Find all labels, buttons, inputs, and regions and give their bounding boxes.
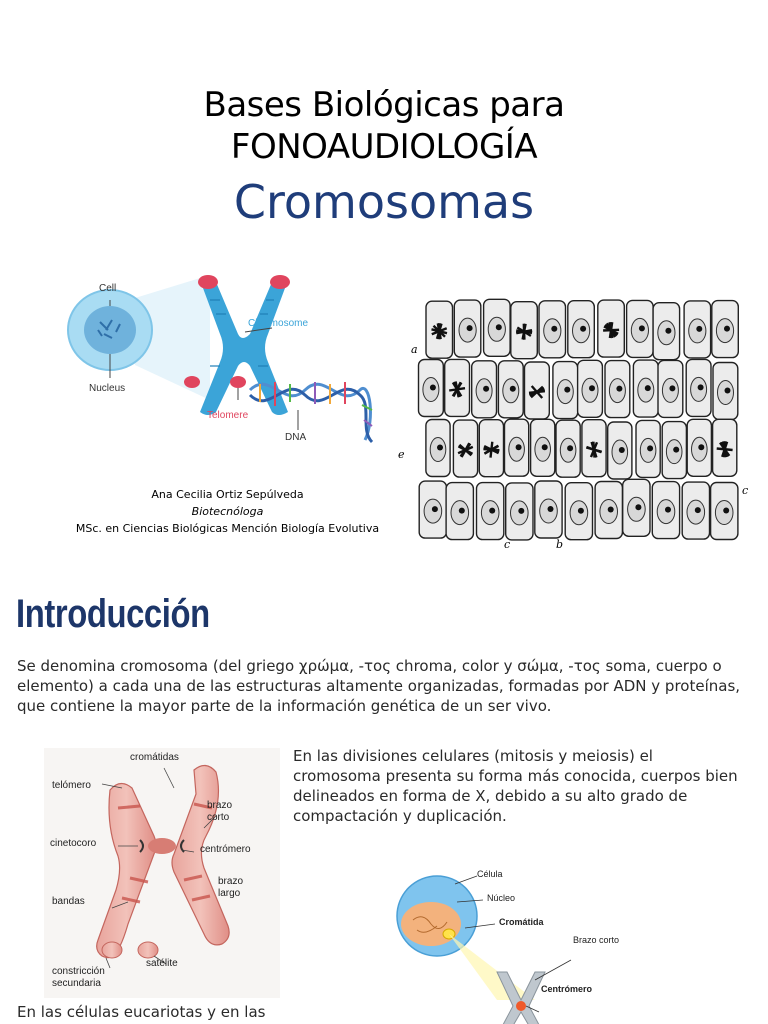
tissue-nucleolus (647, 445, 653, 451)
tissue-nucleolus (518, 508, 524, 514)
label-cromatida: Cromátida (499, 917, 544, 927)
tissue-nucleolus (725, 388, 731, 394)
micrograph-label-c-right: c (742, 484, 749, 497)
tissue-nucleolus (619, 447, 625, 453)
label-constriccion-1: constricción (52, 966, 105, 977)
telomere-label: Telomere (207, 410, 249, 421)
tissue-nucleolus (669, 385, 675, 391)
tissue-nucleolus (698, 384, 704, 390)
label-brazo-corto: Brazo corto (573, 935, 620, 945)
cell-label: Cell (99, 283, 117, 294)
tissue-nucleolus (665, 328, 671, 334)
micrograph-label-e: e (398, 448, 405, 461)
tissue-nucleolus (723, 508, 729, 514)
tissue-nucleolus (698, 444, 704, 450)
tissue-nucleolus (696, 326, 702, 332)
label-bandas: bandas (52, 896, 85, 907)
dna-label: DNA (285, 432, 307, 443)
tissue-nucleolus (516, 444, 522, 450)
label-cinetocoro: cinetocoro (50, 838, 97, 849)
tissue-nucleolus (567, 445, 573, 451)
cell-chromatid-figure (385, 868, 635, 1024)
chromosome-label: Chromosome (248, 318, 309, 329)
tissue-nucleolus (639, 325, 645, 331)
label-brazo-largo-2: largo (218, 888, 241, 899)
tissue-nucleolus (645, 385, 651, 391)
tissue-nucleolus (551, 326, 557, 332)
label-centromero-cell: Centrómero (541, 984, 593, 994)
tissue-nucleolus (580, 326, 586, 332)
tissue-nucleolus (695, 507, 701, 513)
tissue-nucleolus (589, 385, 595, 391)
tissue-nucleolus (542, 444, 548, 450)
label-constriccion-2: secundaria (52, 978, 101, 989)
tissue-nucleolus (673, 447, 679, 453)
author-degree: MSc. en Ciencias Biológicas Mención Biología Evolutiva (75, 522, 380, 535)
title-line-2: FONOAUDIOLOGÍA (230, 127, 538, 167)
label-brazo-largo-1: brazo (218, 876, 244, 887)
intro-heading: Introducción (16, 592, 210, 636)
tissue-nucleolus (432, 506, 438, 512)
author-credits (50, 486, 405, 537)
tissue-nucleolus (724, 326, 730, 332)
intro-paragraph-1: Se denomina cromosoma (del griego χρώμα, -τος chroma, color y σώμα, -τος soma, cuerpo o elemento) a cada una de las estructuras altamente organizadas, formadas por ADN y proteínas, que contiene la mayor parte de la información genética de un ser vivo. (17, 657, 741, 715)
tissue-nucleolus (665, 507, 671, 513)
title-line-1: Bases Biológicas para (203, 85, 565, 125)
tissue-nucleolus (489, 508, 495, 514)
tissue-nucleolus (459, 508, 465, 514)
label-telomero: telómero (52, 780, 91, 791)
cell-chromosome-dna-diagram (60, 270, 390, 455)
label-celula: Célula (477, 869, 503, 879)
tissue-nucleolus (483, 386, 489, 392)
author-name: Ana Cecilia Ortiz Sepúlveda (151, 488, 304, 501)
nucleus-label: Nucleus (89, 383, 126, 394)
subtitle: Cromosomas (233, 175, 535, 229)
author-role: Biotecnóloga (191, 505, 264, 518)
nucleus-icon (84, 306, 136, 354)
tissue-nucleolus (510, 386, 516, 392)
cell-tissue-illustration (400, 293, 762, 555)
label-satelite: satélite (146, 958, 178, 969)
tissue-nucleolus (616, 386, 622, 392)
micrograph-label-b: b (556, 538, 564, 551)
tissue-nucleolus (437, 445, 443, 451)
label-brazo-corto-2: corto (207, 812, 230, 823)
intro-paragraph-2: En las divisiones celulares (mitosis y meiosis) el cromosoma presenta su forma más conocida, cuerpos bien delineados en forma de X, debido a su alto grado de compactación y duplicación. (293, 747, 738, 825)
tissue-nucleolus (578, 508, 584, 514)
label-centromero: centrómero (200, 844, 251, 855)
label-nucleo: Núcleo (487, 893, 516, 903)
micrograph-label-c-bottom: c (504, 538, 511, 551)
tissue-nucleolus (467, 325, 473, 331)
tissue-nucleolus (635, 504, 641, 510)
intro-slide (0, 570, 768, 1024)
tissue-nucleolus (548, 506, 554, 512)
intro-paragraph-3: En las células eucariotas y en las (17, 1003, 266, 1021)
tissue-nucleolus (496, 324, 502, 330)
micrograph-label-a: a (411, 343, 418, 356)
tissue-nucleolus (564, 387, 570, 393)
chromosome-structure-figure (44, 748, 280, 998)
label-cromatidas: cromátidas (130, 752, 179, 763)
tissue-nucleolus (608, 507, 614, 513)
label-brazo-corto-1: brazo (207, 800, 233, 811)
tissue-nucleolus (430, 385, 436, 391)
